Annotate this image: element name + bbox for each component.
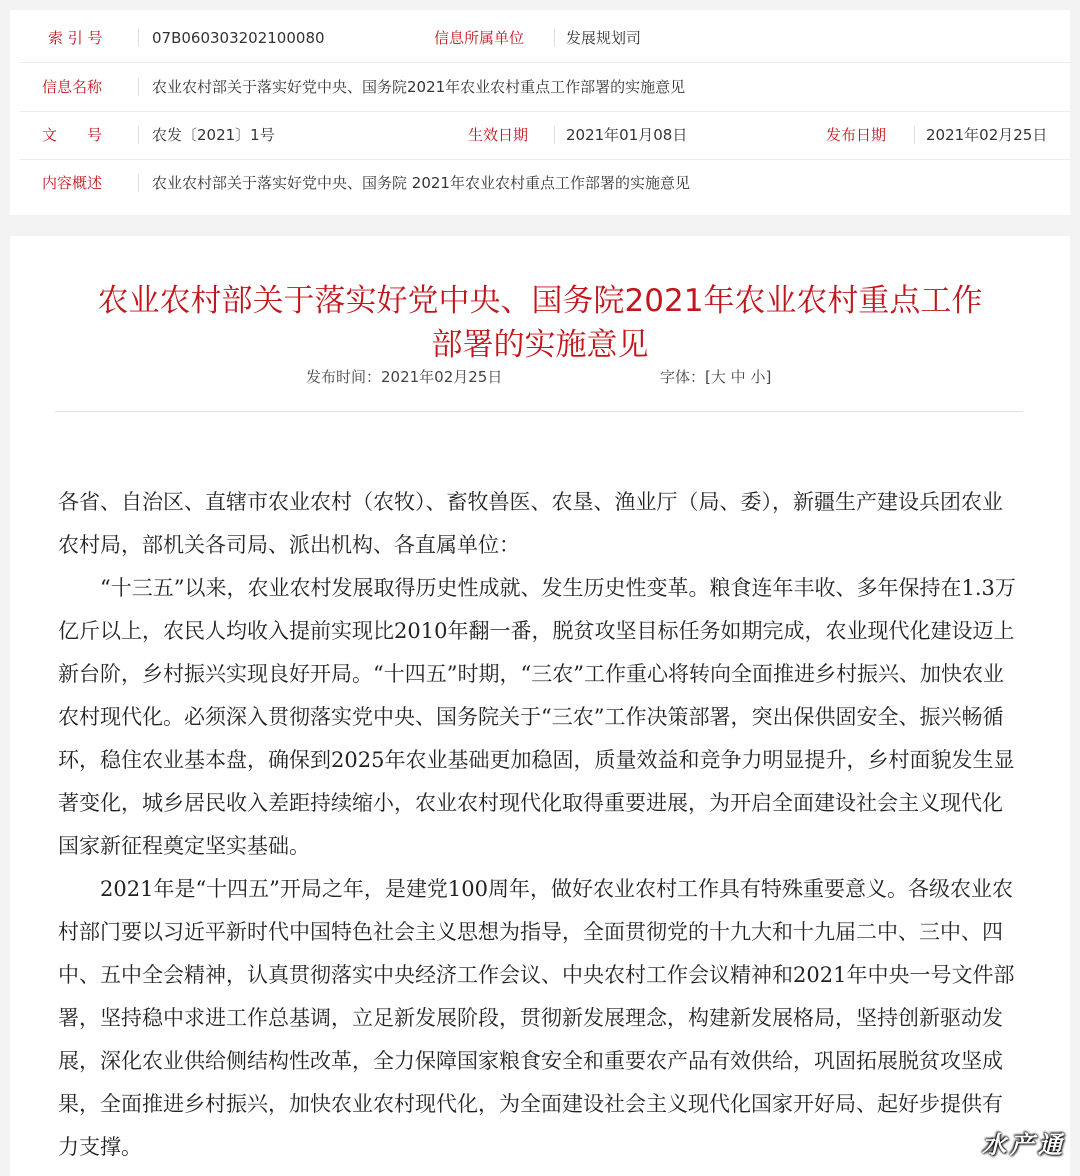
article-title-line2: 部署的实施意见 — [431, 326, 649, 363]
separator — [138, 126, 139, 144]
name-label: 信息名称 — [42, 78, 103, 96]
index-value: 07B060303202100080 — [152, 29, 325, 47]
font-small-link[interactable]: 小 — [750, 368, 766, 386]
separator — [138, 174, 139, 192]
separator — [138, 78, 139, 96]
unit-label: 信息所属单位 — [434, 29, 525, 47]
separator — [138, 29, 139, 47]
watermark: 水产通 — [982, 1131, 1066, 1159]
summary-label: 内容概述 — [42, 174, 103, 192]
publish-label: 发布日期 — [826, 126, 887, 144]
font-medium-link[interactable]: 中 — [730, 368, 746, 386]
unit-value: 发展规划司 — [566, 29, 642, 47]
info-row-index — [20, 14, 1072, 63]
name-value: 农业农村部关于落实好党中央、国务院2021年农业农村重点工作部署的实施意见 — [152, 78, 686, 96]
publish-time: 发布时间：2021年02月25日 — [306, 368, 503, 386]
font-size-label: 字体： — [660, 368, 706, 386]
paragraph-1: “十三五”以来，农业农村发展取得历史性成就、发生历史性变革。粮食连年丰收、多年保持在1.3万亿斤以上，农民人均收入提前实现比2010年翻一番，脱贫攻坚目标任务如期完成，农业现代化建设迈上新台阶，乡村振兴实现良好开局。“十四五”时期，“三农”工作重心将转向全面推进乡村振兴、加快农业农村现代化。必须深入贯彻落实党中央、国务院关于“三农”工作决策部署，突出保供固安全、振兴畅循环，稳住农业基本盘，确保到2025年农业基础更加稳固，质量效益和竞争力明显提升，乡村面貌发生显著变化，城乡居民收入差距持续缩小，农业农村现代化取得重要进展，为开启全面建设社会主义现代化国家新征程奠定坚实基础。 — [58, 576, 1016, 858]
document-info-panel — [10, 10, 1070, 215]
separator — [554, 29, 555, 47]
separator — [554, 126, 555, 144]
font-bracket-open: [ — [705, 368, 711, 386]
effective-value: 2021年01月08日 — [566, 126, 688, 144]
divider — [55, 411, 1023, 412]
index-label: 索 引 号 — [48, 29, 103, 47]
publish-value: 2021年02月25日 — [926, 126, 1048, 144]
docno-label: 文 号 — [42, 126, 103, 144]
font-bracket-close: ] — [765, 368, 772, 386]
article-body — [58, 481, 1020, 1169]
info-row-summary — [20, 159, 1072, 207]
effective-label: 生效日期 — [468, 126, 529, 144]
salutation: 各省、自治区、直辖市农业农村（农牧）、畜牧兽医、农垦、渔业厅（局、委），新疆生产建设兵团农业农村局，部机关各司局、派出机构、各直属单位： — [58, 490, 1003, 557]
info-row-docno — [20, 111, 1072, 160]
separator — [914, 126, 915, 144]
article-title — [40, 279, 1040, 367]
paragraph-2: 2021年是“十四五”开局之年，是建党100周年，做好农业农村工作具有特殊重要意义。各级农业农村部门要以习近平新时代中国特色社会主义思想为指导，全面贯彻党的十九大和十九届二中、三中、四中、五中全会精神，认真贯彻落实中央经济工作会议、中央农村工作会议精神和2021年中央一号文件部署，坚持稳中求进工作总基调，立足新发展阶段，贯彻新发展理念，构建新发展格局，坚持创新驱动发展，深化农业供给侧结构性改革，全力保障国家粮食安全和重要农产品有效供给，巩固拓展脱贫攻坚成果，全面推进乡村振兴，加快农业农村现代化，为全面建设社会主义现代化国家开好局、起好步提供有力支撑。 — [58, 877, 1015, 1159]
docno-value: 农发〔2021〕1号 — [152, 126, 275, 144]
summary-value: 农业农村部关于落实好党中央、国务院 2021年农业农村重点工作部署的实施意见 — [152, 174, 690, 192]
font-large-link[interactable]: 大 — [710, 368, 726, 386]
article-title-line1: 农业农村部关于落实好党中央、国务院2021年农业农村重点工作 — [97, 282, 983, 319]
article-panel — [10, 236, 1070, 1176]
font-size-switcher — [660, 366, 771, 387]
info-row-name — [20, 63, 1072, 112]
